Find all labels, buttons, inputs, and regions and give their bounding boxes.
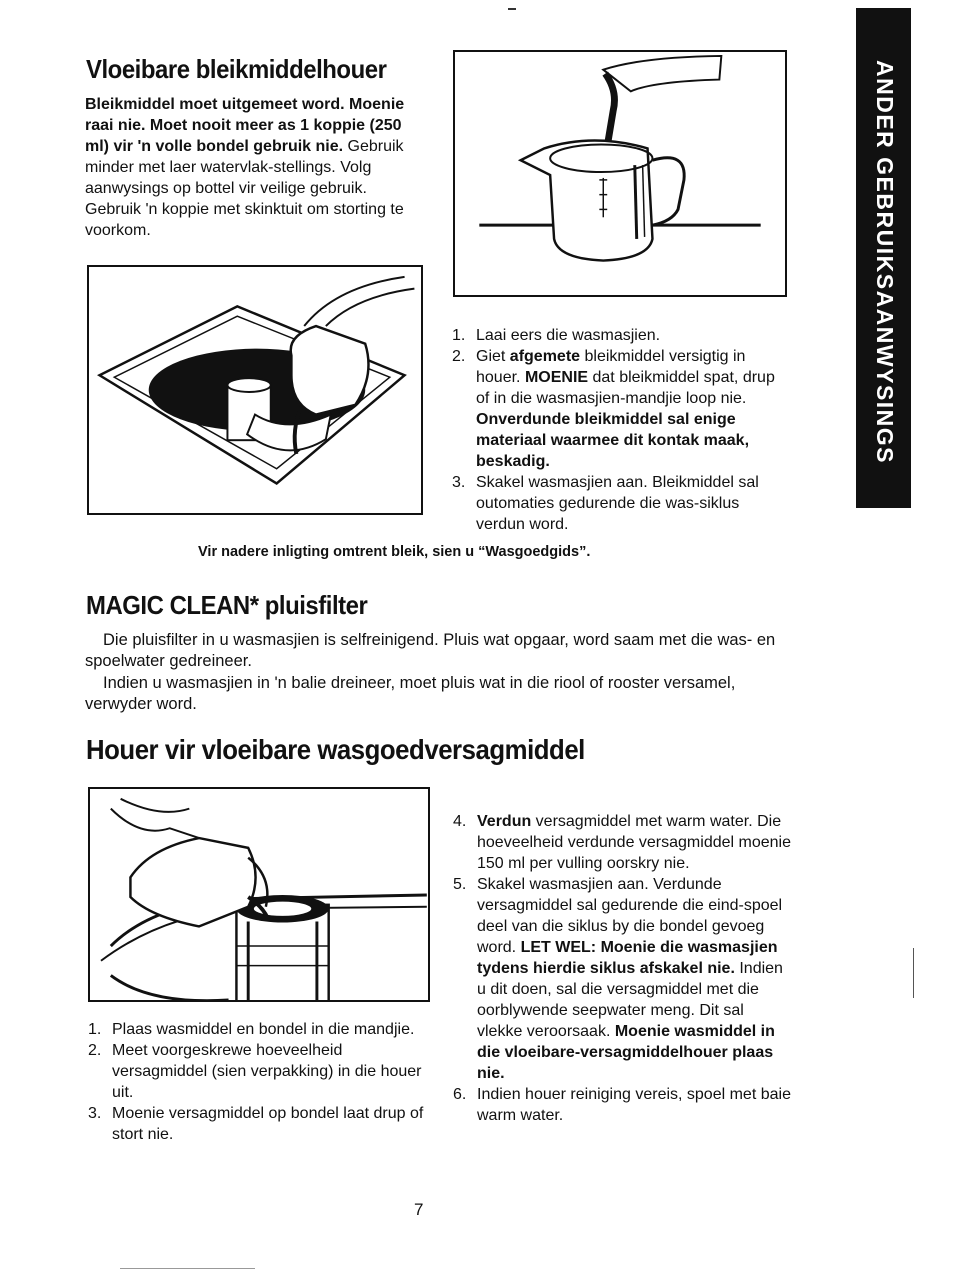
step-text: Plaas wasmiddel en bondel in die mandjie. [112,1021,415,1038]
step-text-bold: afgemete [509,348,581,365]
list-item [453,1084,793,1126]
page-number: 7 [414,1200,424,1219]
lint-paragraph-1: Die pluisfilter in u wasmasjien is selfreinigend. Pluis wat opgaar, word saam met die was- en spoelwater gedreineer. [85,631,776,670]
side-tab-label: ANDER GEBRUIKSAANWYSINGS [872,60,898,465]
softener-section-title: Houer vir vloeibare wasgoedversagmiddel [86,734,585,765]
step-text-bold: Moenie wasmiddel in die vloeibare-versagmiddelhouer plaas nie. [477,1023,775,1082]
scan-mark [913,948,914,998]
list-item [452,325,778,346]
step-text-bold: LET WEL: Moenie die wasmasjien tydens hierdie siklus afskakel nie. [477,939,778,977]
step-text: Meet voorgeskrewe hoeveelheid versagmiddel (sien verpakking) in die houer uit. [112,1042,422,1101]
step-text-bold: Onverdunde bleikmiddel sal enige materiaal waarmee dit kontak maak, beskadig. [476,411,750,470]
step-text: Skakel wasmasjien aan. Verdunde versagmiddel sal gedurende die eind-spoel deel van die siklus by die bondel gevoeg word. [477,876,783,956]
softener-steps-right [453,811,793,1126]
step-text: Giet [476,348,510,365]
list-item [453,811,793,874]
step-text-bold: MOENIE [524,369,589,386]
step-text: versagmiddel met warm water. Die hoeveelheid verdunde versagmiddel moenie 150 ml per vulling oorskry nie. [477,813,791,872]
scan-mark [120,1268,255,1269]
step-number: 3. [88,1105,102,1122]
step-text: Moenie versagmiddel op bondel laat drup of stort nie. [112,1105,424,1143]
bleach-steps [452,325,778,535]
softener-steps-left [88,1019,428,1145]
softener-dispenser-illustration [90,789,428,1000]
step-text: Laai eers die wasmasjien. [476,327,661,344]
step-text: bleikmiddel versigtig in houer. [476,348,746,386]
list-item [88,1103,428,1145]
step-text: Indien houer reiniging vereis, spoel met baie warm water. [477,1086,791,1124]
list-item [88,1019,428,1040]
bleach-section-title: Vloeibare bleikmiddelhouer [86,54,387,84]
bleach-intro-warning: Bleikmiddel moet uitgemeet word. Moenie raai nie. Moet nooit meer as 1 koppie (250 ml) vir 'n volle bondel gebruik nie. [85,96,405,155]
lint-paragraph-2: Indien u wasmasjien in 'n balie dreineer, moet pluis wat in die riool of rooster versamel, verwyder word. [85,674,736,713]
bleach-footnote: Vir nadere inligting omtrent bleik, sien u “Wasgoedgids”. [198,544,591,560]
bleach-dispenser-figure [87,265,423,515]
step-number: 2. [88,1042,102,1059]
step-number: 3. [452,474,466,491]
step-text: Indien u dit doen, sal die versagmiddel met die oorblywende seepwater meng. Dit sal vlekke veroorsaak. [477,960,783,1040]
bleach-intro-text: Gebruik minder met laer watervlak-stellings. Volg aanwysings op bottel vir veilige gebruik. Gebruik 'n koppie met skinktuit om storting te voorkom. [85,138,404,239]
step-number: 5. [453,876,467,893]
section-side-tab [856,8,911,508]
bleach-intro [85,94,410,241]
list-item [88,1040,428,1103]
softener-figure [88,787,430,1002]
step-number: 1. [452,327,466,344]
list-item [452,472,778,535]
bleach-dispenser-illustration [89,267,421,513]
scan-mark [508,8,516,10]
lint-section-title: MAGIC CLEAN* pluisfilter [86,590,368,620]
step-number: 2. [452,348,466,365]
step-number: 1. [88,1021,102,1038]
step-number: 6. [453,1086,467,1103]
measuring-cup-illustration [455,52,785,295]
list-item [453,874,793,1084]
step-text: Skakel wasmasjien aan. Bleikmiddel sal outomaties gedurende die was-siklus verdun word. [476,474,759,533]
step-number: 4. [453,813,467,830]
bleach-cup-figure [453,50,787,297]
list-item [452,346,778,472]
step-text-bold: Verdun [477,813,532,830]
step-text: dat bleikmiddel spat, drup of in die wasmasjien-mandjie loop nie. [476,369,775,407]
